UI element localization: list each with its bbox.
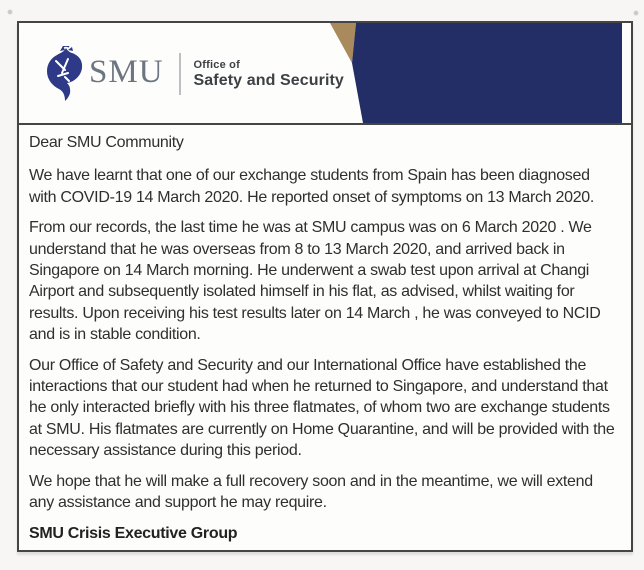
office-title-line2: Safety and Security bbox=[193, 71, 344, 89]
office-title bbox=[194, 59, 344, 90]
paragraph-diagnosis: We have learnt that one of our exchange students from Spain has been diagnosed with COVID-19 14 March 2020. He reported onset of symptoms on 13 March 2020. bbox=[29, 167, 595, 206]
salutation: Dear SMU Community bbox=[29, 134, 184, 151]
photo-artifact bbox=[633, 10, 639, 16]
paragraph-timeline: From our records, the last time he was at SMU campus was on 6 March 2020 . We understand that he was overseas from 8 to 13 March 2020, and arrived back in Singapore on 14 March morning. He underwent a swab test upon arrival at Changi Airport and subsequently isolated himself in his flat, as advised, whilst waiting for results. Upon receiving his test results later on 14 March , he was conveyed to NCID and is in stable condition. bbox=[29, 219, 601, 344]
banner-navy-shape bbox=[352, 23, 622, 123]
photo-artifact bbox=[7, 9, 13, 15]
letterhead bbox=[19, 23, 631, 125]
smu-wordmark: SMU bbox=[89, 53, 164, 90]
office-title-line1: Office of bbox=[193, 58, 240, 71]
notice-document bbox=[17, 21, 633, 552]
signature: SMU Crisis Executive Group bbox=[29, 524, 238, 542]
paragraph-wellwishes: We hope that he will make a full recovery soon and in the meantime, we will extend any assistance and support he may require. bbox=[29, 472, 593, 512]
logo-divider bbox=[179, 53, 181, 95]
paragraph-contact-tracing: Our Office of Safety and Security and our International Office have established the interactions that our student had when he returned to Singapore, and understand that he only interacted briefly with his three flatmates, of whom two are exchange students at SMU. His flatmates are currently on Home Quarantine, and will be provided with the necessary assistance during this period. bbox=[29, 356, 615, 460]
smu-lion-logo bbox=[45, 46, 85, 102]
smu-brand-lockup bbox=[45, 45, 344, 103]
letter-body bbox=[19, 125, 627, 544]
